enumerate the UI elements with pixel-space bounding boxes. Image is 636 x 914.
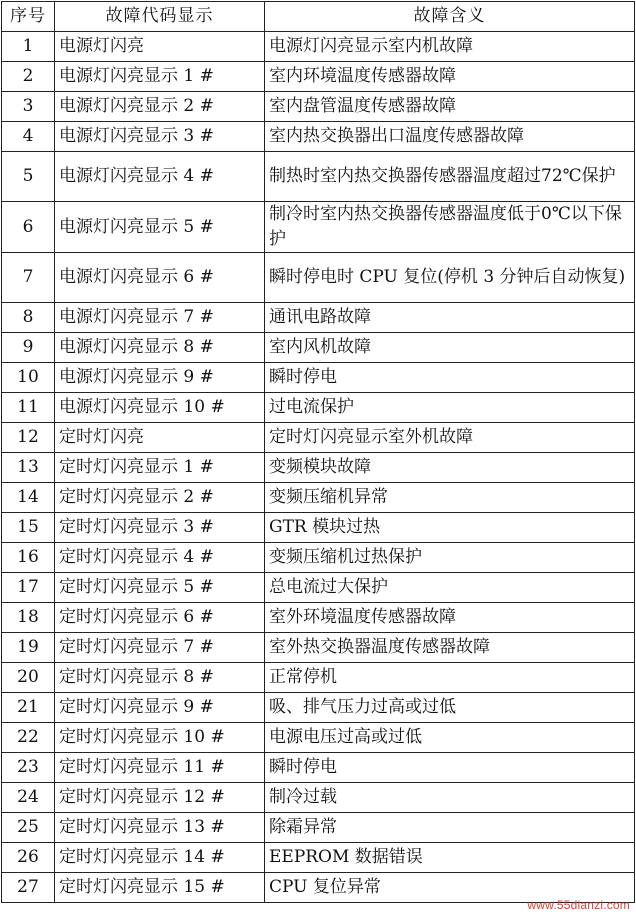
cell-fault-code: 电源灯闪亮显示 3 #: [55, 122, 265, 152]
cell-serial-number: 27: [2, 873, 55, 903]
table-row: [2, 753, 635, 783]
cell-fault-code: 电源灯闪亮显示 7 #: [55, 303, 265, 333]
table-row: [2, 813, 635, 843]
cell-serial-number: 1: [2, 32, 55, 62]
cell-fault-meaning: EEPROM 数据错误: [265, 843, 635, 873]
cell-fault-meaning: CPU 复位异常: [265, 873, 635, 903]
header-serial-number: 序号: [2, 2, 55, 32]
cell-fault-code: 电源灯闪亮: [55, 32, 265, 62]
cell-fault-meaning: 变频压缩机异常: [265, 483, 635, 513]
cell-fault-code: 定时灯闪亮显示 14 #: [55, 843, 265, 873]
cell-serial-number: 5: [2, 152, 55, 202]
cell-serial-number: 3: [2, 92, 55, 122]
cell-fault-meaning: 室外环境温度传感器故障: [265, 603, 635, 633]
cell-fault-meaning: 制热时室内热交换器传感器温度超过72℃保护: [265, 152, 635, 202]
table-row: [2, 62, 635, 92]
table-row: [2, 202, 635, 253]
cell-serial-number: 12: [2, 423, 55, 453]
cell-fault-code: 电源灯闪亮显示 4 #: [55, 152, 265, 202]
cell-fault-meaning: GTR 模块过热: [265, 513, 635, 543]
cell-serial-number: 14: [2, 483, 55, 513]
table-row: [2, 603, 635, 633]
cell-fault-meaning: 变频压缩机过热保护: [265, 543, 635, 573]
cell-serial-number: 4: [2, 122, 55, 152]
cell-fault-meaning: 正常停机: [265, 663, 635, 693]
cell-fault-code: 电源灯闪亮显示 2 #: [55, 92, 265, 122]
cell-fault-code: 定时灯闪亮显示 11 #: [55, 753, 265, 783]
cell-fault-code: 电源灯闪亮显示 5 #: [55, 202, 265, 253]
cell-fault-meaning: 室内风机故障: [265, 333, 635, 363]
cell-fault-code: 电源灯闪亮显示 9 #: [55, 363, 265, 393]
cell-serial-number: 9: [2, 333, 55, 363]
table-body: [2, 32, 635, 903]
table-row: [2, 92, 635, 122]
cell-fault-code: 电源灯闪亮显示 6 #: [55, 253, 265, 303]
cell-fault-meaning: 除霜异常: [265, 813, 635, 843]
cell-fault-meaning: 制冷过载: [265, 783, 635, 813]
cell-serial-number: 8: [2, 303, 55, 333]
table-header-row: [2, 2, 635, 32]
cell-fault-code: 定时灯闪亮: [55, 423, 265, 453]
cell-fault-meaning: 瞬时停电时 CPU 复位(停机 3 分钟后自动恢复): [265, 253, 635, 303]
table-row: [2, 483, 635, 513]
cell-fault-code: 定时灯闪亮显示 7 #: [55, 633, 265, 663]
cell-fault-code: 定时灯闪亮显示 6 #: [55, 603, 265, 633]
table-row: [2, 333, 635, 363]
table-row: [2, 783, 635, 813]
table-row: [2, 663, 635, 693]
cell-fault-code: 定时灯闪亮显示 3 #: [55, 513, 265, 543]
cell-serial-number: 26: [2, 843, 55, 873]
cell-fault-meaning: 制冷时室内热交换器传感器温度低于0℃以下保护: [265, 202, 635, 253]
table-row: [2, 573, 635, 603]
cell-fault-code: 定时灯闪亮显示 12 #: [55, 783, 265, 813]
table-row: [2, 152, 635, 202]
table-row: [2, 723, 635, 753]
table-row: [2, 32, 635, 62]
cell-serial-number: 2: [2, 62, 55, 92]
cell-serial-number: 6: [2, 202, 55, 253]
cell-fault-meaning: 室内热交换器出口温度传感器故障: [265, 122, 635, 152]
cell-fault-code: 定时灯闪亮显示 9 #: [55, 693, 265, 723]
cell-serial-number: 18: [2, 603, 55, 633]
cell-fault-code: 定时灯闪亮显示 10 #: [55, 723, 265, 753]
fault-code-table: [1, 1, 635, 903]
cell-fault-meaning: 电源灯闪亮显示室内机故障: [265, 32, 635, 62]
cell-fault-meaning: 室外热交换器温度传感器故障: [265, 633, 635, 663]
cell-fault-code: 定时灯闪亮显示 15 #: [55, 873, 265, 903]
cell-fault-code: 定时灯闪亮显示 5 #: [55, 573, 265, 603]
cell-fault-meaning: 室内环境温度传感器故障: [265, 62, 635, 92]
cell-fault-code: 电源灯闪亮显示 1 #: [55, 62, 265, 92]
cell-fault-code: 定时灯闪亮显示 8 #: [55, 663, 265, 693]
cell-serial-number: 23: [2, 753, 55, 783]
cell-fault-meaning: 过电流保护: [265, 393, 635, 423]
cell-fault-code: 定时灯闪亮显示 4 #: [55, 543, 265, 573]
cell-serial-number: 24: [2, 783, 55, 813]
table-row: [2, 253, 635, 303]
cell-serial-number: 11: [2, 393, 55, 423]
table-row: [2, 122, 635, 152]
cell-serial-number: 17: [2, 573, 55, 603]
cell-fault-meaning: 瞬时停电: [265, 753, 635, 783]
cell-fault-code: 定时灯闪亮显示 13 #: [55, 813, 265, 843]
table-row: [2, 513, 635, 543]
cell-serial-number: 15: [2, 513, 55, 543]
cell-fault-meaning: 电源电压过高或过低: [265, 723, 635, 753]
table-row: [2, 393, 635, 423]
table-row: [2, 303, 635, 333]
cell-serial-number: 16: [2, 543, 55, 573]
cell-serial-number: 10: [2, 363, 55, 393]
cell-fault-meaning: 室内盘管温度传感器故障: [265, 92, 635, 122]
table-row: [2, 363, 635, 393]
cell-fault-code: 定时灯闪亮显示 2 #: [55, 483, 265, 513]
cell-fault-meaning: 总电流过大保护: [265, 573, 635, 603]
cell-fault-meaning: 变频模块故障: [265, 453, 635, 483]
cell-serial-number: 22: [2, 723, 55, 753]
cell-serial-number: 25: [2, 813, 55, 843]
cell-fault-meaning: 瞬时停电: [265, 363, 635, 393]
cell-serial-number: 21: [2, 693, 55, 723]
cell-fault-meaning: 吸、排气压力过高或过低: [265, 693, 635, 723]
table-row: [2, 633, 635, 663]
cell-serial-number: 13: [2, 453, 55, 483]
table-row: [2, 843, 635, 873]
cell-fault-code: 电源灯闪亮显示 10 #: [55, 393, 265, 423]
table-row: [2, 453, 635, 483]
cell-fault-meaning: 通讯电路故障: [265, 303, 635, 333]
site-watermark: www.55dianzi.com: [527, 898, 630, 912]
cell-serial-number: 7: [2, 253, 55, 303]
header-fault-meaning: 故障含义: [265, 2, 635, 32]
table-row: [2, 693, 635, 723]
table-row: [2, 423, 635, 453]
cell-fault-meaning: 定时灯闪亮显示室外机故障: [265, 423, 635, 453]
cell-serial-number: 20: [2, 663, 55, 693]
table-row: [2, 543, 635, 573]
cell-fault-code: 定时灯闪亮显示 1 #: [55, 453, 265, 483]
header-fault-code-display: 故障代码显示: [55, 2, 265, 32]
cell-serial-number: 19: [2, 633, 55, 663]
cell-fault-code: 电源灯闪亮显示 8 #: [55, 333, 265, 363]
